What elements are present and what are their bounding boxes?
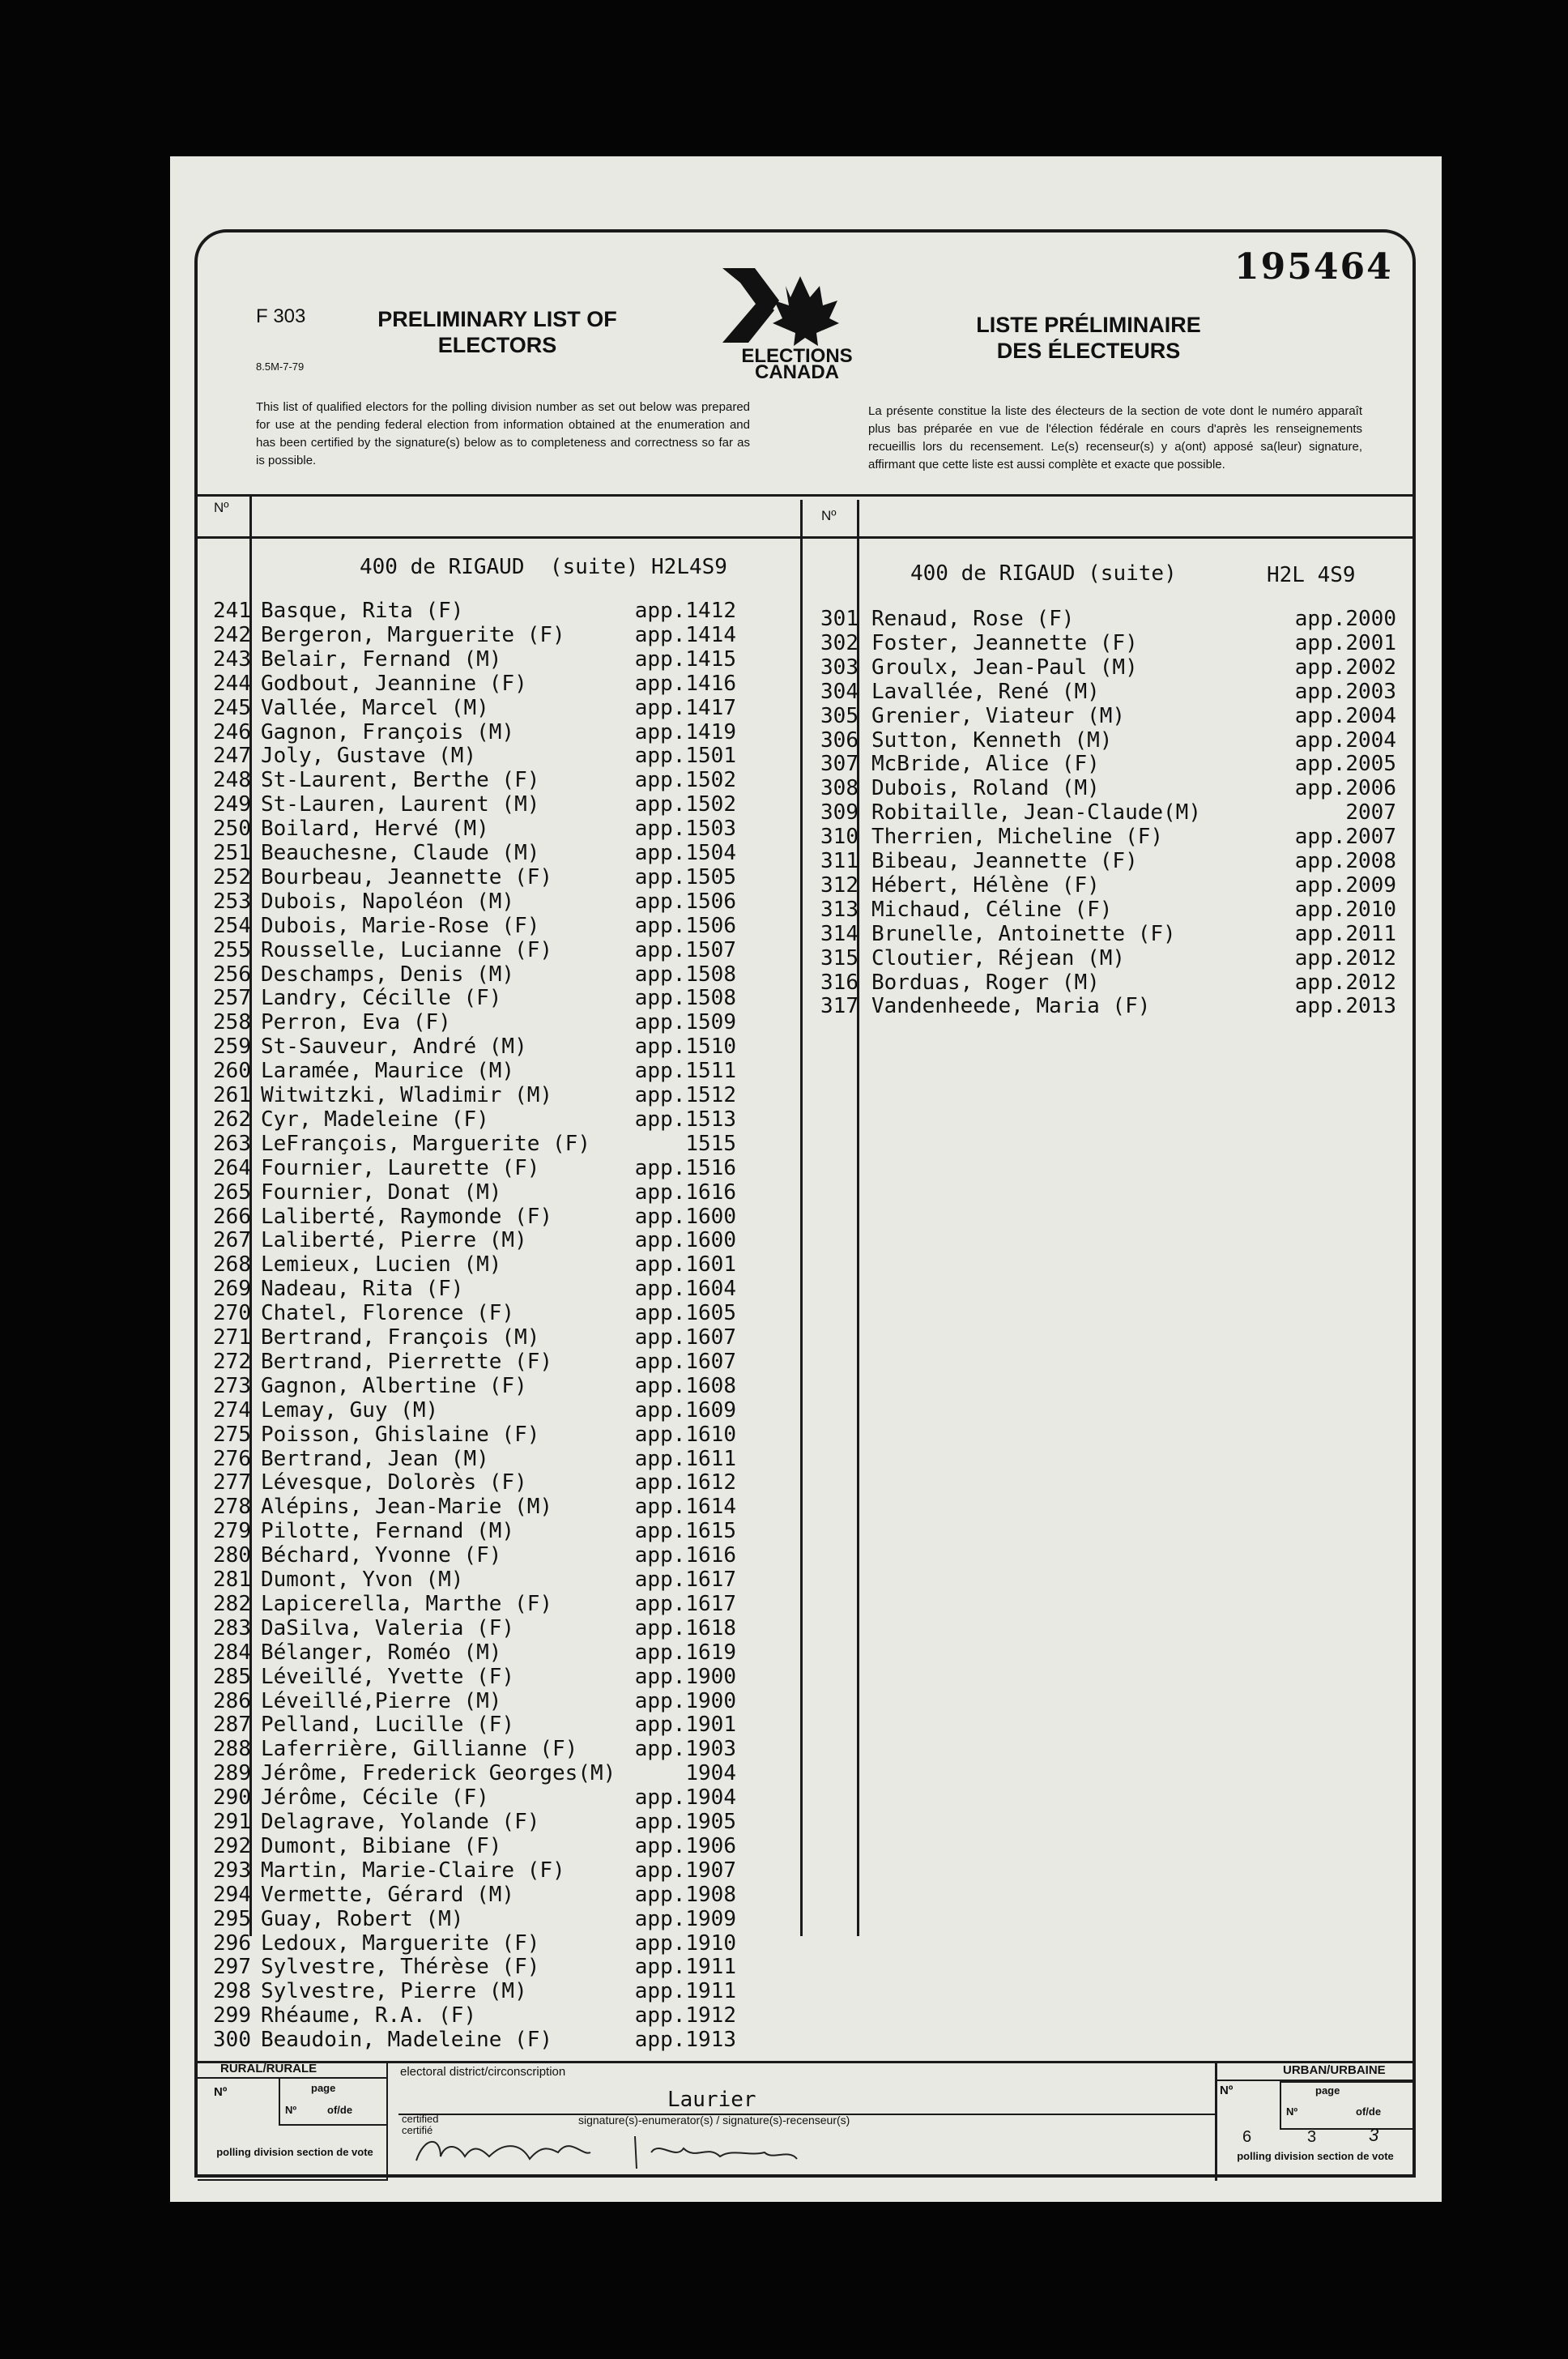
elector-name: Bibeau, Jeannette (F) [871, 849, 1138, 873]
elector-number: 299 [213, 2003, 251, 2028]
elector-apartment: app.1909 [634, 1906, 736, 1931]
elector-apartment: 2007 [1345, 800, 1396, 825]
right-postal-code: H2L 4S9 [1267, 563, 1356, 587]
elector-apartment: app.1508 [634, 962, 736, 987]
elector-number: 276 [213, 1446, 251, 1471]
title-fr: LISTE PRÉLIMINAIRE DES ÉLECTEURS [976, 313, 1201, 363]
elector-apartment: app.1505 [634, 864, 736, 889]
elector-apartment: app.1911 [634, 1979, 736, 2004]
form-code: F 303 [256, 305, 306, 327]
elector-name: DaSilva, Valeria (F) [261, 1615, 515, 1640]
elector-number: 256 [213, 962, 251, 987]
elector-apartment: app.1610 [634, 1422, 736, 1447]
elector-apartment: app.2010 [1294, 897, 1396, 922]
elector-name: Robitaille, Jean-Claude(M) [871, 800, 1201, 825]
elector-apartment: app.2013 [1294, 994, 1396, 1019]
elector-number: 246 [213, 719, 251, 744]
elector-number: 263 [213, 1131, 251, 1156]
elector-name: Dumont, Bibiane (F) [261, 1833, 502, 1858]
elector-number: 278 [213, 1495, 251, 1520]
middle-rule-1 [800, 500, 803, 1936]
header-rule-bottom [198, 536, 1416, 539]
elector-name: Sutton, Kenneth (M) [871, 727, 1113, 753]
elector-name: Joly, Gustave (M) [261, 744, 477, 769]
title-en: PRELIMINARY LIST OF ELECTORS [377, 307, 617, 357]
elector-name: Gagnon, François (M) [261, 719, 515, 744]
elector-apartment: app.1502 [634, 768, 736, 793]
elector-name: Pilotte, Fernand (M) [261, 1519, 515, 1544]
elector-apartment: app.2004 [1294, 727, 1396, 753]
elector-apartment: app.1901 [634, 1713, 736, 1738]
elector-apartment: app.1502 [634, 792, 736, 817]
elector-number: 275 [213, 1422, 251, 1447]
elector-name: Beauchesne, Claude (M) [261, 841, 540, 865]
elector-name: Bertrand, Pierrette (F) [261, 1349, 553, 1374]
elector-number: 291 [213, 1810, 251, 1834]
elector-apartment: app.1516 [634, 1155, 736, 1180]
elector-apartment: app.1612 [634, 1470, 736, 1495]
elector-name: Sylvestre, Pierre (M) [261, 1979, 527, 2004]
elector-number: 258 [213, 1010, 251, 1035]
elector-apartment: app.1905 [634, 1810, 736, 1834]
elector-name: Fournier, Laurette (F) [261, 1155, 540, 1180]
elector-apartment: app.1908 [634, 1882, 736, 1907]
elector-apartment: app.1600 [634, 1204, 736, 1229]
elector-name: Bertrand, François (M) [261, 1325, 540, 1350]
elector-name: Witwitzki, Wladimir (M) [261, 1083, 553, 1107]
elector-apartment: app.1501 [634, 744, 736, 769]
elector-apartment: app.1601 [634, 1252, 736, 1278]
elector-apartment: app.2007 [1294, 825, 1396, 850]
elector-apartment: app.1417 [634, 695, 736, 720]
elector-name: Delagrave, Yolande (F) [261, 1810, 540, 1834]
elector-number: 290 [213, 1785, 251, 1811]
elector-apartment: app.1911 [634, 1955, 736, 1980]
elector-name: Lemay, Guy (M) [261, 1397, 439, 1423]
elector-number: 282 [213, 1591, 251, 1616]
elector-apartment: app.2001 [1294, 630, 1396, 655]
elector-number: 317 [820, 994, 859, 1019]
elector-name: Dumont, Yvon (M) [261, 1568, 464, 1592]
elector-number: 281 [213, 1568, 251, 1592]
elector-apartment: app.2003 [1294, 679, 1396, 704]
elector-apartment: app.2008 [1294, 849, 1396, 873]
elector-name: St-Sauveur, André (M) [261, 1034, 527, 1060]
elector-number: 303 [820, 655, 859, 680]
elector-name: Deschamps, Denis (M) [261, 962, 515, 987]
elector-number: 242 [213, 622, 251, 647]
elector-number: 307 [820, 752, 859, 777]
elector-number: 269 [213, 1277, 251, 1302]
elector-name: Vandenheede, Maria (F) [871, 994, 1151, 1019]
elector-apartment: 1904 [685, 1761, 736, 1786]
elector-name: Dubois, Marie-Rose (F) [261, 913, 540, 938]
elector-number: 283 [213, 1615, 251, 1640]
elector-number: 306 [820, 727, 859, 753]
elector-apartment: app.1609 [634, 1397, 736, 1423]
elector-number: 301 [820, 607, 859, 631]
elector-number: 300 [213, 2028, 251, 2053]
elector-apartment: app.2006 [1294, 776, 1396, 801]
elector-name: Laliberté, Pierre (M) [261, 1228, 527, 1253]
elector-name: Vermette, Gérard (M) [261, 1882, 515, 1907]
rural-ofde-label: of/de [327, 2104, 353, 2116]
elector-apartment: app.1607 [634, 1325, 736, 1350]
elector-apartment: app.1419 [634, 719, 736, 744]
print-code: 8.5M-7-79 [256, 360, 305, 373]
elector-apartment: app.1604 [634, 1277, 736, 1302]
elector-name: Cloutier, Réjean (M) [871, 945, 1126, 970]
elector-apartment: app.1618 [634, 1615, 736, 1640]
elector-name: McBride, Alice (F) [871, 752, 1100, 777]
elector-name: Sylvestre, Thérèse (F) [261, 1955, 540, 1980]
elector-number: 241 [213, 599, 251, 623]
elector-name: Landry, Cécille (F) [261, 986, 502, 1011]
elector-name: Gagnon, Albertine (F) [261, 1373, 527, 1398]
elector-number: 253 [213, 889, 251, 914]
elector-name: Lapicerella, Marthe (F) [261, 1591, 553, 1616]
elector-number: 252 [213, 864, 251, 889]
page-number: 3 [1307, 2128, 1317, 2146]
elector-name: Lavallée, René (M) [871, 679, 1100, 704]
elector-number: 257 [213, 986, 251, 1011]
elector-name: Laferrière, Gillianne (F) [261, 1737, 578, 1762]
elector-apartment: app.1617 [634, 1591, 736, 1616]
elector-name: Guay, Robert (M) [261, 1906, 464, 1931]
elector-number: 247 [213, 744, 251, 769]
elector-number: 314 [820, 921, 859, 946]
elector-name: Rousselle, Lucianne (F) [261, 937, 553, 962]
elector-apartment: app.1907 [634, 1858, 736, 1883]
elector-number: 297 [213, 1955, 251, 1980]
elector-number: 286 [213, 1688, 251, 1713]
elector-number: 259 [213, 1034, 251, 1060]
elector-number: 243 [213, 646, 251, 672]
elector-number: 284 [213, 1640, 251, 1665]
elector-number: 308 [820, 776, 859, 801]
elector-number: 293 [213, 1858, 251, 1883]
elector-apartment: app.2005 [1294, 752, 1396, 777]
no-label-left: Nº [214, 500, 229, 515]
elector-number: 312 [820, 872, 859, 898]
elector-apartment: app.1616 [634, 1180, 736, 1205]
elector-name: Chatel, Florence (F) [261, 1301, 515, 1326]
elector-number: 245 [213, 695, 251, 720]
elector-number: 265 [213, 1180, 251, 1205]
elector-number: 313 [820, 897, 859, 922]
no-label-right: Nº [821, 508, 837, 523]
elector-number: 254 [213, 913, 251, 938]
elector-name: Nadeau, Rita (F) [261, 1277, 464, 1302]
header-rule-top [198, 494, 1416, 497]
elector-name: St-Lauren, Laurent (M) [261, 792, 540, 817]
electoral-district: Laurier [667, 2088, 756, 2112]
elector-apartment: app.1900 [634, 1664, 736, 1689]
elector-name: Jérôme, Cécile (F) [261, 1785, 489, 1811]
elector-apartment: app.1506 [634, 889, 736, 914]
elector-number: 316 [820, 970, 859, 995]
elector-number: 262 [213, 1107, 251, 1132]
elector-apartment: app.2011 [1294, 921, 1396, 946]
elector-apartment: app.1504 [634, 841, 736, 865]
elector-number: 279 [213, 1519, 251, 1544]
elector-apartment: app.1903 [634, 1737, 736, 1762]
elector-number: 248 [213, 768, 251, 793]
elector-name: Bergeron, Marguerite (F) [261, 622, 565, 647]
rural-label: RURAL/RURALE [220, 2062, 317, 2075]
handwritten-signatures [408, 2128, 862, 2177]
elector-apartment: app.1414 [634, 622, 736, 647]
elector-number: 302 [820, 630, 859, 655]
elector-name: Lévesque, Dolorès (F) [261, 1470, 527, 1495]
elector-number: 261 [213, 1083, 251, 1107]
elector-number: 266 [213, 1204, 251, 1229]
elector-name: Cyr, Madeleine (F) [261, 1107, 489, 1132]
elector-apartment: app.1508 [634, 986, 736, 1011]
elector-name: Basque, Rita (F) [261, 599, 464, 623]
elector-name: Therrien, Micheline (F) [871, 825, 1164, 850]
rural-no-label: Nº [214, 2085, 228, 2099]
urban-page-box [1280, 2081, 1416, 2130]
elector-apartment: app.1512 [634, 1083, 736, 1107]
certified-label: certified certifié [402, 2113, 439, 2136]
elector-number: 288 [213, 1737, 251, 1762]
elector-apartment: app.1912 [634, 2003, 736, 2028]
elector-number: 296 [213, 1930, 251, 1956]
elector-apartment: app.1611 [634, 1446, 736, 1471]
elector-number: 304 [820, 679, 859, 704]
rural-page-label: page [311, 2082, 336, 2094]
elector-apartment: app.1619 [634, 1640, 736, 1665]
logo-line2: CANADA [755, 361, 839, 378]
elector-apartment: 1515 [685, 1131, 736, 1156]
elector-number: 315 [820, 945, 859, 970]
urban-page-label: page [1315, 2084, 1340, 2097]
elector-name: Boilard, Hervé (M) [261, 817, 489, 842]
elector-number: 251 [213, 841, 251, 865]
elector-number: 249 [213, 792, 251, 817]
urban-no-label-2: Nº [1286, 2105, 1298, 2118]
elector-number: 273 [213, 1373, 251, 1398]
elector-apartment: app.2012 [1294, 945, 1396, 970]
elector-apartment: app.1614 [634, 1495, 736, 1520]
elector-apartment: app.1913 [634, 2028, 736, 2053]
elector-name: St-Laurent, Berthe (F) [261, 768, 540, 793]
elector-name: Renaud, Rose (F) [871, 607, 1075, 631]
elector-name: Beaudoin, Madeleine (F) [261, 2028, 553, 2053]
elector-number: 260 [213, 1059, 251, 1084]
elector-name: Bourbeau, Jeannette (F) [261, 864, 553, 889]
elector-apartment: app.1412 [634, 599, 736, 623]
elector-name: Alépins, Jean-Marie (M) [261, 1495, 553, 1520]
elector-number: 285 [213, 1664, 251, 1689]
elector-name: Foster, Jeannette (F) [871, 630, 1138, 655]
elector-number: 277 [213, 1470, 251, 1495]
elector-name: Dubois, Roland (M) [871, 776, 1100, 801]
elector-name: Godbout, Jeannine (F) [261, 671, 527, 696]
elector-number: 244 [213, 671, 251, 696]
elector-number: 289 [213, 1761, 251, 1786]
elector-number: 272 [213, 1349, 251, 1374]
elector-number: 268 [213, 1252, 251, 1278]
elector-number: 305 [820, 703, 859, 728]
urban-ofde-label: of/de [1356, 2105, 1382, 2118]
elector-number: 280 [213, 1543, 251, 1568]
elector-apartment: app.2004 [1294, 703, 1396, 728]
rural-polling-label: polling division section de vote [216, 2146, 373, 2158]
elector-number: 292 [213, 1833, 251, 1858]
elector-name: Vallée, Marcel (M) [261, 695, 489, 720]
elector-name: Bertrand, Jean (M) [261, 1446, 489, 1471]
elector-apartment: app.1617 [634, 1568, 736, 1592]
elector-name: Hébert, Hélène (F) [871, 872, 1100, 898]
signature-label: signature(s)-enumerator(s) / signature(s)-recenseur(s) [578, 2114, 850, 2127]
left-address: 400 de RIGAUD (suite) H2L4S9 [360, 555, 727, 579]
elector-name: Borduas, Roger (M) [871, 970, 1100, 995]
elector-number: 311 [820, 849, 859, 873]
intro-fr: La présente constitue la liste des électeurs de la section de vote dont le numéro apparaît plus bas préparée en vue de l'élection fédérale en cours d'après les renseignements recueillis lors du recensement. Le(s) recenseur(s) y a(ont) apposé sa(leur) signature, affirmant que cette liste est aussi complète et exacte que possible. [868, 404, 1362, 471]
elector-number: 250 [213, 817, 251, 842]
elector-apartment: app.2002 [1294, 655, 1396, 680]
urban-polling-label: polling division section de vote [1237, 2150, 1394, 2162]
urban-label: URBAN/URBAINE [1283, 2063, 1386, 2077]
elector-name: Léveillé, Yvette (F) [261, 1664, 515, 1689]
elector-apartment: app.1511 [634, 1059, 736, 1084]
elector-apartment: app.1510 [634, 1034, 736, 1060]
elector-name: Pelland, Lucille (F) [261, 1713, 515, 1738]
elector-name: Rhéaume, R.A. (F) [261, 2003, 477, 2028]
serial-number: 195464 [1234, 246, 1393, 288]
elector-apartment: app.1615 [634, 1519, 736, 1544]
elector-apartment: app.2009 [1294, 872, 1396, 898]
polling-division-number: 6 [1242, 2128, 1252, 2146]
elector-name: Poisson, Ghislaine (F) [261, 1422, 540, 1447]
elector-number: 264 [213, 1155, 251, 1180]
elector-number: 255 [213, 937, 251, 962]
elector-name: Lemieux, Lucien (M) [261, 1252, 502, 1278]
elector-apartment: app.1605 [634, 1301, 736, 1326]
elector-number: 274 [213, 1397, 251, 1423]
elector-name: Michaud, Céline (F) [871, 897, 1113, 922]
elector-apartment: app.1507 [634, 937, 736, 962]
elector-apartment: app.2000 [1294, 607, 1396, 631]
elector-number: 271 [213, 1325, 251, 1350]
elections-canada-logo [716, 265, 878, 378]
elector-name: Grenier, Viateur (M) [871, 703, 1126, 728]
elector-apartment: app.1509 [634, 1010, 736, 1035]
elector-name: Béchard, Yvonne (F) [261, 1543, 502, 1568]
electors-form [194, 229, 1416, 2178]
elector-apartment: app.1506 [634, 913, 736, 938]
intro-en: This list of qualified electors for the polling division number as set out below was prepared for use at the pending federal election from information obtained at the enumeration and has been certified by the signature(s) below as to completeness and correctness so far as is possible. [256, 400, 750, 467]
elector-name: Jérôme, Frederick Georges(M) [261, 1761, 616, 1786]
elector-apartment: app.1513 [634, 1107, 736, 1132]
elector-name: LeFrançois, Marguerite (F) [261, 1131, 590, 1156]
elector-apartment: app.2012 [1294, 970, 1396, 995]
page-total: 3 [1369, 2125, 1379, 2145]
elections-canada-emblem-icon [716, 265, 878, 378]
elector-name: Léveillé,Pierre (M) [261, 1688, 502, 1713]
elector-apartment: app.1416 [634, 671, 736, 696]
elector-number: 298 [213, 1979, 251, 2004]
elector-name: Perron, Eva (F) [261, 1010, 451, 1035]
elector-number: 295 [213, 1906, 251, 1931]
elector-number: 309 [820, 800, 859, 825]
elector-apartment: app.1600 [634, 1228, 736, 1253]
elector-name: Laramée, Maurice (M) [261, 1059, 515, 1084]
elector-apartment: app.1607 [634, 1349, 736, 1374]
elector-number: 287 [213, 1713, 251, 1738]
elector-apartment: app.1900 [634, 1688, 736, 1713]
elector-apartment: app.1904 [634, 1785, 736, 1811]
elector-name: Dubois, Napoléon (M) [261, 889, 515, 914]
elector-name: Brunelle, Antoinette (F) [871, 921, 1176, 946]
elector-apartment: app.1608 [634, 1373, 736, 1398]
elector-name: Laliberté, Raymonde (F) [261, 1204, 553, 1229]
elector-apartment: app.1906 [634, 1833, 736, 1858]
elector-apartment: app.1503 [634, 817, 736, 842]
district-label: electoral district/circonscription [400, 2065, 566, 2079]
elector-name: Ledoux, Marguerite (F) [261, 1930, 540, 1956]
elector-number: 267 [213, 1228, 251, 1253]
elector-name: Belair, Fernand (M) [261, 646, 502, 672]
urban-no-label: Nº [1220, 2084, 1234, 2097]
elector-number: 270 [213, 1301, 251, 1326]
elector-apartment: app.1910 [634, 1930, 736, 1956]
right-address: 400 de RIGAUD (suite) [910, 561, 1177, 586]
elector-name: Groulx, Jean-Paul (M) [871, 655, 1138, 680]
elector-apartment: app.1415 [634, 646, 736, 672]
elector-apartment: app.1616 [634, 1543, 736, 1568]
elector-number: 294 [213, 1882, 251, 1907]
rural-no-label-2: Nº [285, 2104, 297, 2116]
elector-name: Fournier, Donat (M) [261, 1180, 502, 1205]
logo-line1: ELECTIONS [741, 345, 853, 367]
elector-name: Martin, Marie-Claire (F) [261, 1858, 565, 1883]
elector-name: Bélanger, Roméo (M) [261, 1640, 502, 1665]
elector-number: 310 [820, 825, 859, 850]
